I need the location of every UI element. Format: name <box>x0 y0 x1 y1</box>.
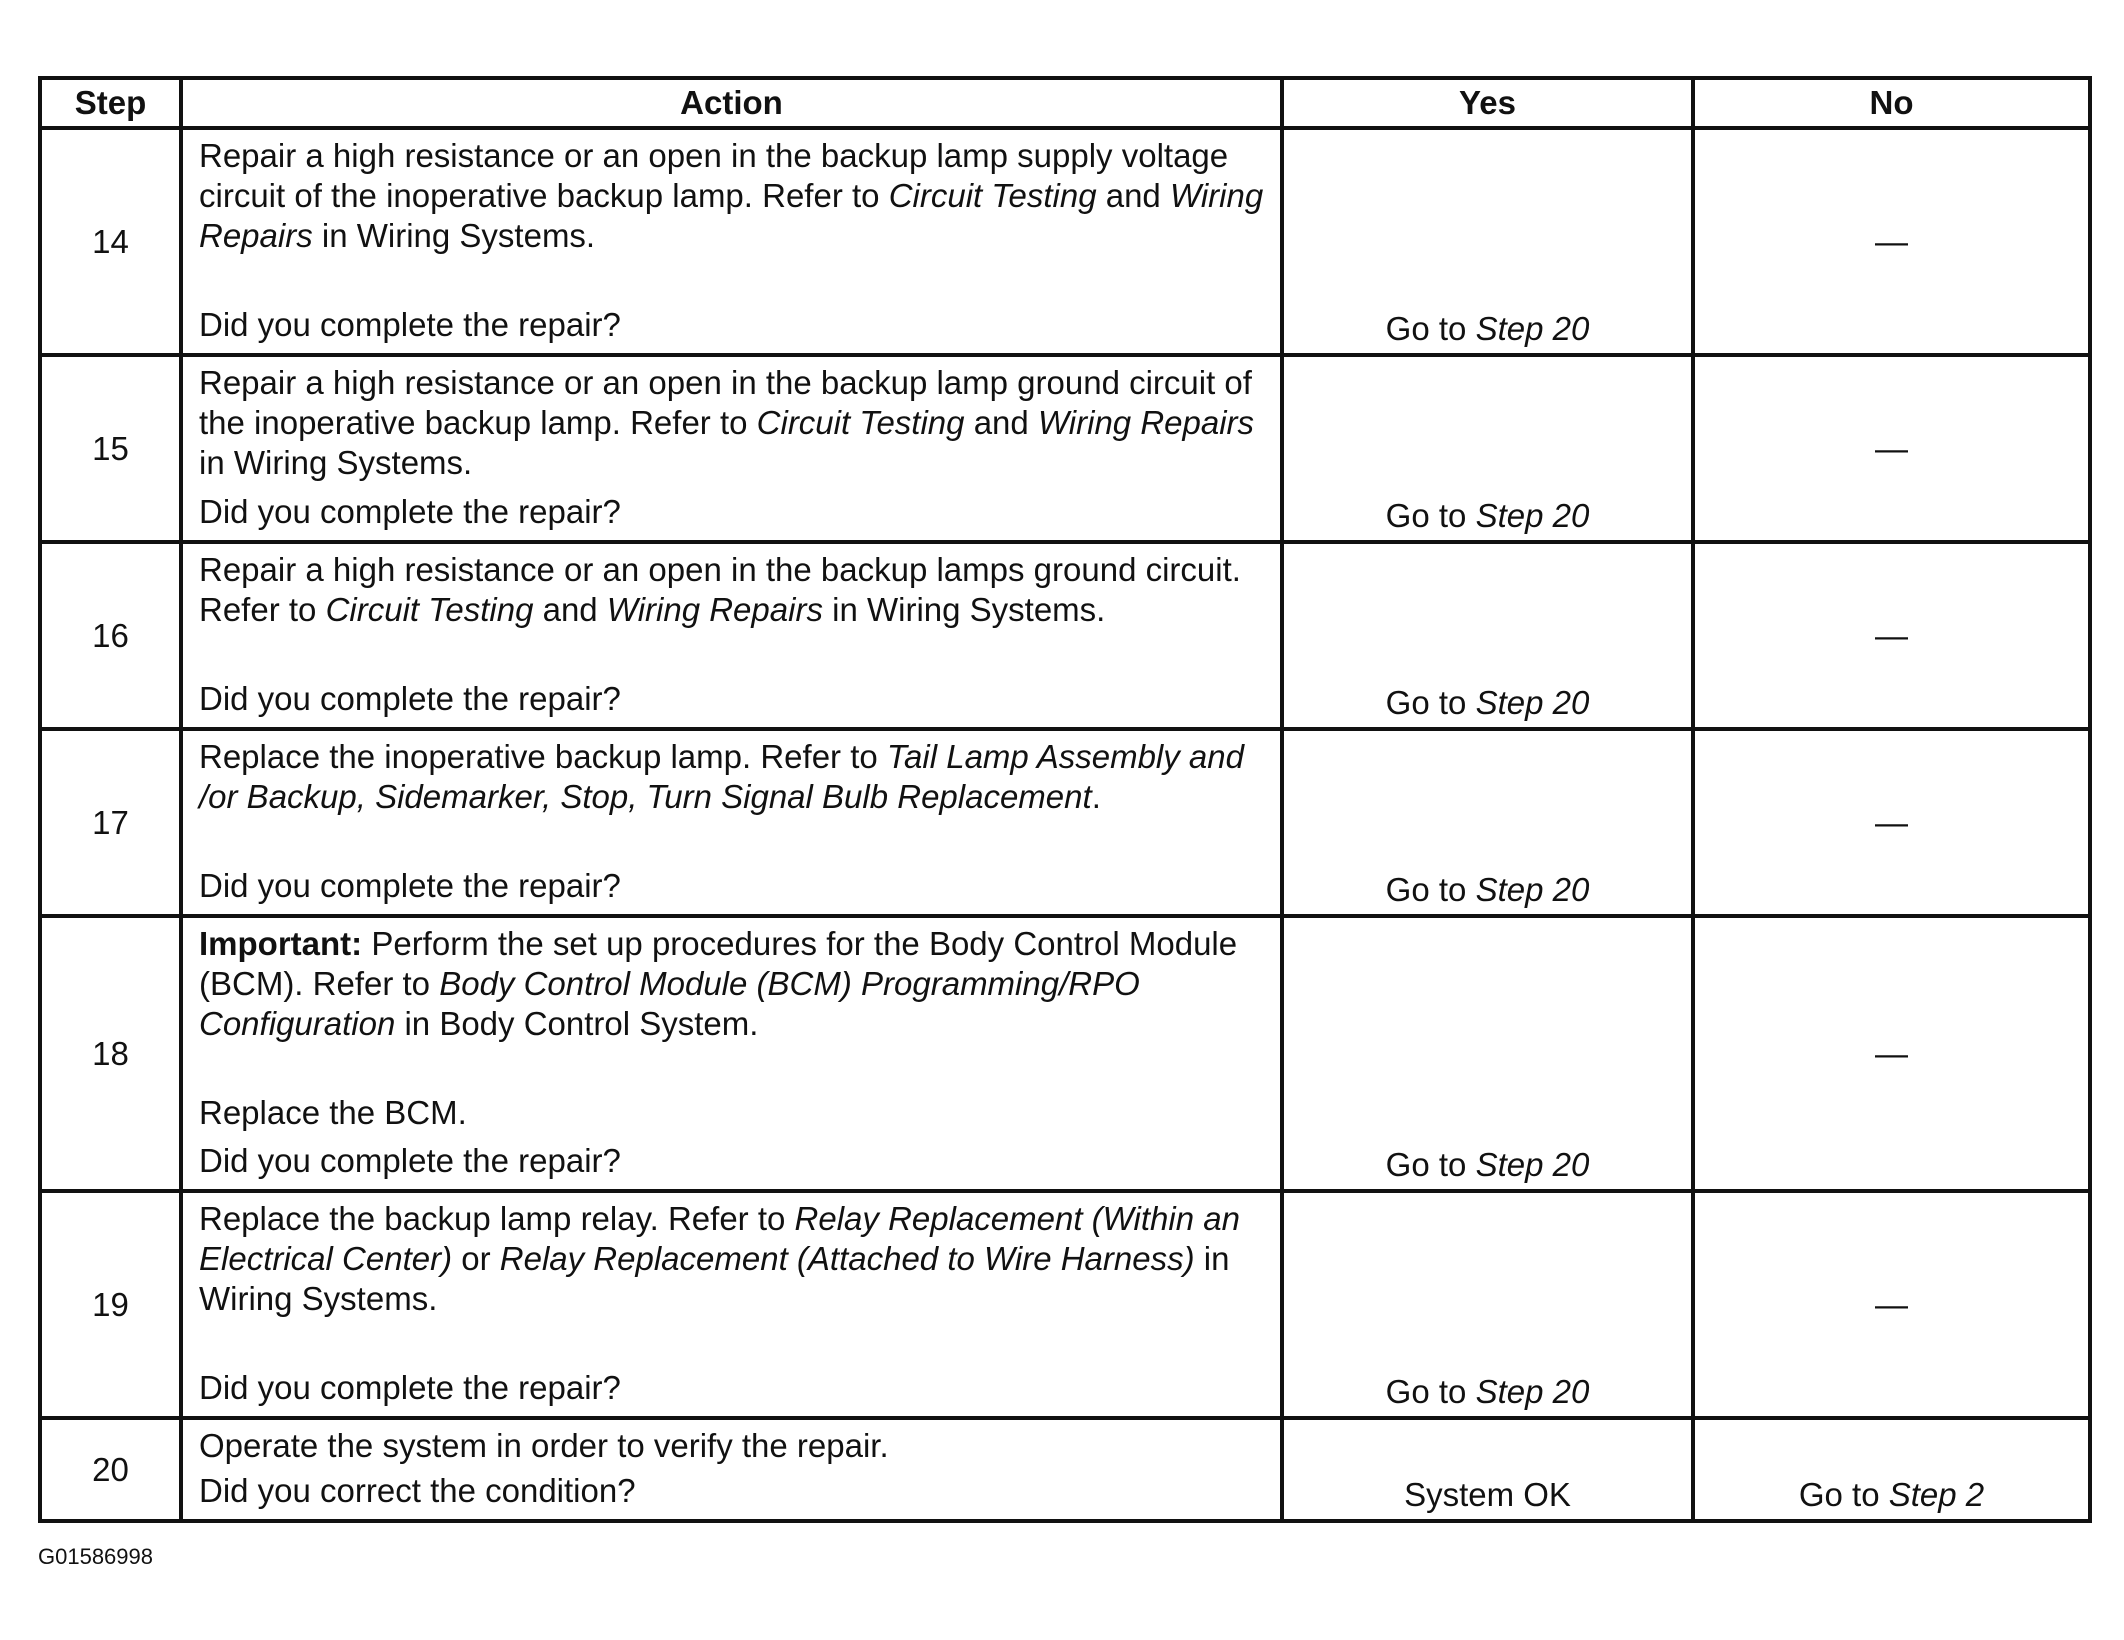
figure-id: G01586998 <box>38 1544 153 1569</box>
action-instruction: Replace the BCM. <box>199 1094 467 1131</box>
yes-cell: Go to Step 20 <box>1282 916 1693 1191</box>
no-cell: — <box>1693 916 2090 1191</box>
table-row <box>40 1191 2090 1418</box>
header-step: Step <box>40 78 181 128</box>
table-row <box>40 128 2090 355</box>
yes-cell: Go to Step 20 <box>1282 355 1693 542</box>
step-number: 15 <box>40 355 181 542</box>
action-question: Did you complete the repair? <box>199 1369 621 1406</box>
yes-cell: Go to Step 20 <box>1282 729 1693 916</box>
yes-cell: Go to Step 20 <box>1282 1191 1693 1418</box>
step-reference: Step 20 <box>1475 1146 1590 1183</box>
table-row <box>40 916 2090 1191</box>
table-row <box>40 1418 2090 1521</box>
yes-cell: Go to Step 20 <box>1282 128 1693 355</box>
table-row <box>40 729 2090 916</box>
header-no: No <box>1693 78 2090 128</box>
action-cell <box>181 1191 1282 1418</box>
step-reference: Step 20 <box>1475 684 1590 721</box>
header-action: Action <box>181 78 1282 128</box>
step-reference: Step 20 <box>1475 497 1590 534</box>
action-text: Important: Perform the set up procedures for the Body Control Module (BCM). Refer to Body Control Module (BCM) Programming/RPO Configuration in Body Control System. <box>199 925 1238 1042</box>
step-number: 20 <box>40 1418 181 1521</box>
action-text: Repair a high resistance or an open in the backup lamp supply voltage circuit of the inoperative backup lamp. Refer to Circuit Testing and Wiring Repairs in Wiring Systems. <box>199 137 1264 254</box>
action-cell <box>181 916 1282 1191</box>
action-text: Repair a high resistance or an open in the backup lamps ground circuit. Refer to Circuit Testing and Wiring Repairs in Wiring Systems. <box>199 551 1241 628</box>
action-text: Replace the inoperative backup lamp. Refer to Tail Lamp Assembly and /or Backup, Sidemarker, Stop, Turn Signal Bulb Replacement. <box>199 738 1244 815</box>
step-number: 17 <box>40 729 181 916</box>
action-question: Replace the BCM. Did you complete the repair? <box>199 1093 1268 1185</box>
no-cell: Go to Step 2 <box>1693 1418 2090 1521</box>
step-reference: Step 20 <box>1475 310 1590 347</box>
no-cell: — <box>1693 355 2090 542</box>
action-text: Replace the backup lamp relay. Refer to Relay Replacement (Within an Electrical Center) or Relay Replacement (Attached to Wire Harness) in Wiring Systems. <box>199 1200 1240 1317</box>
table-row <box>40 542 2090 729</box>
action-question: Did you correct the condition? <box>199 1472 636 1509</box>
action-text: Repair a high resistance or an open in the backup lamp ground circuit of the inoperative backup lamp. Refer to Circuit Testing and Wiring Repairs in Wiring Systems. <box>199 364 1255 481</box>
action-question: Did you complete the repair? <box>199 867 621 904</box>
step-reference: Step 20 <box>1475 1373 1590 1410</box>
action-text: Operate the system in order to verify the repair. <box>199 1427 889 1464</box>
step-reference: Step 2 <box>1888 1476 1985 1513</box>
step-number: 18 <box>40 916 181 1191</box>
action-cell <box>181 729 1282 916</box>
yes-cell: Go to Step 20 <box>1282 542 1693 729</box>
step-number: 14 <box>40 128 181 355</box>
diagnostic-table <box>38 76 2092 1523</box>
yes-cell: System OK <box>1282 1418 1693 1521</box>
header-row <box>40 78 2090 128</box>
step-number: 16 <box>40 542 181 729</box>
no-cell: — <box>1693 1191 2090 1418</box>
no-cell: — <box>1693 729 2090 916</box>
action-cell <box>181 542 1282 729</box>
header-yes: Yes <box>1282 78 1693 128</box>
action-cell <box>181 355 1282 542</box>
no-cell: — <box>1693 128 2090 355</box>
table-row <box>40 355 2090 542</box>
no-cell: — <box>1693 542 2090 729</box>
important-label: Important: <box>199 925 363 962</box>
action-cell <box>181 128 1282 355</box>
action-question: Did you complete the repair? <box>199 493 621 530</box>
action-cell <box>181 1418 1282 1521</box>
action-question: Did you complete the repair? <box>199 306 621 343</box>
action-question: Did you complete the repair? <box>199 680 621 717</box>
step-reference: Step 20 <box>1475 871 1590 908</box>
step-number: 19 <box>40 1191 181 1418</box>
